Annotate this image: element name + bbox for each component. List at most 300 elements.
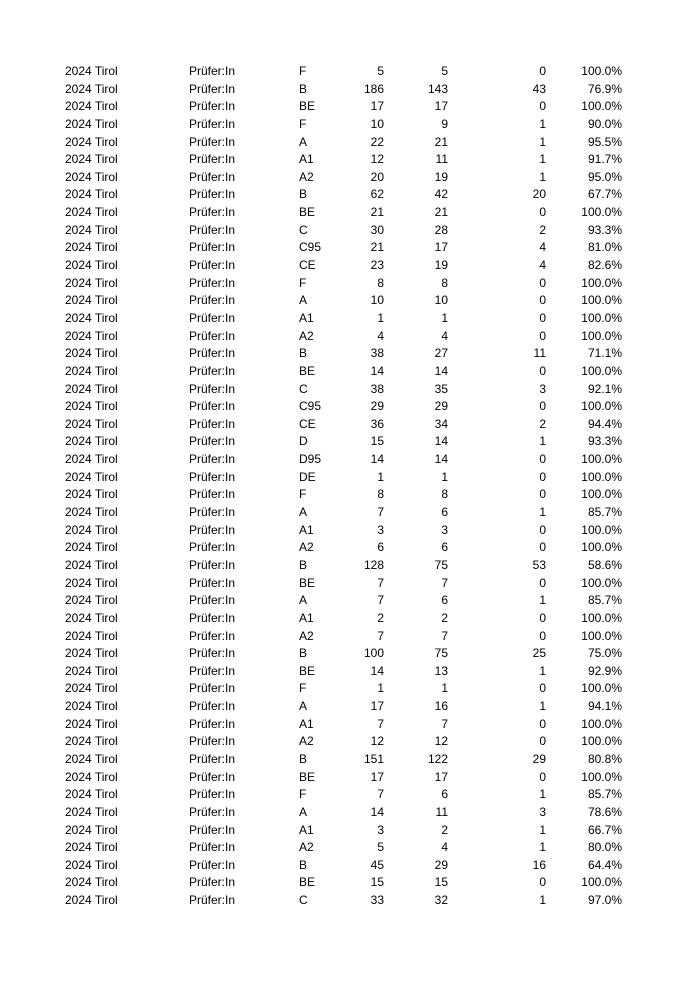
cell-pass-rate: 100.0% [581, 64, 622, 78]
cell-total: 36 [370, 416, 384, 431]
cell-licence-class: C95 [299, 240, 322, 255]
cell-region-year: 2024 Tirol [65, 575, 118, 590]
cell-region-year: 2024 Tirol [65, 275, 118, 290]
cell-role: Prüfer:In [189, 310, 236, 325]
cell-region-year: 2024 Tirol [65, 328, 118, 343]
cell-failed: 2 [539, 222, 546, 237]
cell-total: 30 [370, 222, 384, 237]
cell-role: Prüfer:In [189, 346, 236, 361]
table-row [0, 186, 700, 204]
cell-passed: 9 [441, 116, 448, 131]
cell-passed: 27 [434, 346, 448, 361]
cell-total: 12 [370, 734, 384, 749]
cell-failed: 0 [539, 734, 546, 749]
cell-role: Prüfer:In [189, 399, 236, 414]
cell-pass-rate: 92.9% [587, 663, 622, 678]
table-row [0, 169, 700, 187]
cell-total: 1 [377, 681, 384, 696]
cell-role: Prüfer:In [189, 716, 236, 731]
cell-passed: 1 [441, 469, 448, 484]
cell-region-year: 2024 Tirol [65, 646, 118, 661]
cell-total: 6 [377, 540, 384, 555]
cell-total: 12 [370, 152, 384, 167]
cell-role: Prüfer:In [189, 699, 236, 714]
cell-role: Prüfer:In [189, 434, 236, 449]
cell-role: Prüfer:In [189, 734, 236, 749]
cell-failed: 1 [539, 593, 546, 608]
table-row [0, 645, 700, 663]
cell-role: Prüfer:In [189, 540, 236, 555]
cell-pass-rate: 97.0% [587, 893, 622, 908]
cell-role: Prüfer:In [189, 787, 236, 802]
cell-licence-class: DE [299, 469, 316, 484]
cell-passed: 4 [441, 840, 448, 855]
table-row [0, 822, 700, 840]
cell-total: 17 [370, 99, 384, 114]
cell-pass-rate: 81.0% [587, 240, 622, 255]
cell-licence-class: A2 [299, 734, 314, 749]
cell-failed: 11 [533, 346, 546, 361]
cell-licence-class: C95 [299, 399, 322, 414]
cell-passed: 2 [441, 822, 448, 837]
cell-passed: 7 [441, 716, 448, 731]
cell-role: Prüfer:In [189, 840, 236, 855]
cell-region-year: 2024 Tirol [65, 187, 118, 202]
cell-licence-class: F [299, 487, 307, 502]
cell-total: 8 [377, 275, 384, 290]
table-row [0, 786, 700, 804]
cell-region-year: 2024 Tirol [65, 99, 118, 114]
cell-pass-rate: 100.0% [581, 487, 622, 502]
cell-passed: 6 [441, 593, 448, 608]
table-row [0, 592, 700, 610]
cell-passed: 1 [441, 681, 448, 696]
cell-passed: 35 [434, 381, 448, 396]
table-row [0, 398, 700, 416]
cell-passed: 17 [434, 769, 448, 784]
table-row [0, 257, 700, 275]
cell-role: Prüfer:In [189, 557, 236, 572]
cell-region-year: 2024 Tirol [65, 346, 118, 361]
cell-licence-class: A1 [299, 716, 314, 731]
cell-role: Prüfer:In [189, 99, 236, 114]
cell-region-year: 2024 Tirol [65, 628, 118, 643]
cell-role: Prüfer:In [189, 134, 236, 149]
table-row [0, 204, 700, 222]
cell-failed: 0 [539, 310, 546, 325]
cell-total: 14 [370, 363, 384, 378]
cell-failed: 29 [532, 751, 546, 766]
cell-total: 100 [363, 646, 384, 661]
cell-region-year: 2024 Tirol [65, 699, 118, 714]
cell-failed: 0 [539, 769, 546, 784]
cell-total: 1 [377, 310, 384, 325]
cell-role: Prüfer:In [189, 416, 236, 431]
cell-pass-rate: 100.0% [581, 769, 622, 784]
cell-role: Prüfer:In [189, 487, 236, 502]
cell-pass-rate: 100.0% [581, 452, 622, 467]
cell-licence-class: A [299, 593, 308, 608]
cell-licence-class: A1 [299, 522, 314, 537]
cell-total: 2 [377, 610, 384, 625]
table-row [0, 575, 700, 593]
cell-region-year: 2024 Tirol [65, 893, 118, 908]
cell-region-year: 2024 Tirol [65, 663, 118, 678]
cell-total: 14 [370, 663, 384, 678]
cell-pass-rate: 100.0% [581, 681, 622, 696]
cell-passed: 1 [441, 310, 448, 325]
cell-passed: 14 [434, 363, 448, 378]
cell-licence-class: A1 [299, 610, 314, 625]
cell-total: 15 [370, 434, 384, 449]
cell-total: 10 [370, 293, 384, 308]
cell-failed: 0 [539, 328, 546, 343]
cell-passed: 11 [435, 152, 448, 167]
cell-region-year: 2024 Tirol [65, 169, 118, 184]
table-row [0, 134, 700, 152]
cell-region-year: 2024 Tirol [65, 681, 118, 696]
cell-pass-rate: 67.7% [587, 187, 622, 202]
cell-licence-class: C [299, 381, 308, 396]
cell-total: 20 [370, 169, 384, 184]
cell-total: 7 [377, 575, 384, 590]
cell-total: 21 [370, 240, 384, 255]
table-row [0, 363, 700, 381]
table-row [0, 539, 700, 557]
cell-region-year: 2024 Tirol [65, 240, 118, 255]
cell-pass-rate: 78.6% [587, 804, 622, 819]
cell-pass-rate: 71.1% [587, 346, 622, 361]
cell-passed: 11 [435, 804, 448, 819]
cell-role: Prüfer:In [189, 258, 236, 273]
cell-region-year: 2024 Tirol [65, 822, 118, 837]
cell-licence-class: CE [299, 258, 316, 273]
cell-passed: 122 [427, 751, 448, 766]
cell-failed: 16 [532, 857, 546, 872]
cell-pass-rate: 82.6% [587, 258, 622, 273]
cell-total: 62 [370, 187, 384, 202]
cell-role: Prüfer:In [189, 751, 236, 766]
table-row [0, 680, 700, 698]
cell-passed: 12 [434, 734, 448, 749]
cell-region-year: 2024 Tirol [65, 205, 118, 220]
cell-failed: 0 [539, 540, 546, 555]
cell-total: 7 [377, 593, 384, 608]
cell-passed: 21 [434, 134, 448, 149]
cell-region-year: 2024 Tirol [65, 434, 118, 449]
cell-licence-class: A1 [299, 822, 314, 837]
cell-region-year: 2024 Tirol [65, 116, 118, 131]
cell-failed: 20 [532, 187, 546, 202]
cell-failed: 0 [539, 99, 546, 114]
cell-role: Prüfer:In [189, 893, 236, 908]
cell-passed: 7 [441, 575, 448, 590]
cell-failed: 0 [539, 610, 546, 625]
table-row [0, 98, 700, 116]
cell-pass-rate: 100.0% [581, 540, 622, 555]
cell-role: Prüfer:In [189, 610, 236, 625]
cell-passed: 8 [441, 275, 448, 290]
cell-failed: 0 [539, 681, 546, 696]
cell-role: Prüfer:In [189, 469, 236, 484]
cell-region-year: 2024 Tirol [65, 64, 118, 78]
cell-failed: 1 [539, 787, 546, 802]
cell-role: Prüfer:In [189, 363, 236, 378]
cell-licence-class: BE [299, 875, 316, 890]
cell-role: Prüfer:In [189, 116, 236, 131]
table-row [0, 504, 700, 522]
cell-passed: 17 [434, 99, 448, 114]
cell-pass-rate: 100.0% [581, 522, 622, 537]
cell-licence-class: B [299, 81, 308, 96]
cell-licence-class: D95 [299, 452, 322, 467]
cell-failed: 0 [539, 275, 546, 290]
cell-role: Prüfer:In [189, 663, 236, 678]
cell-licence-class: A2 [299, 169, 314, 184]
cell-pass-rate: 100.0% [581, 628, 622, 643]
cell-region-year: 2024 Tirol [65, 875, 118, 890]
cell-failed: 0 [539, 628, 546, 643]
cell-licence-class: A [299, 804, 308, 819]
table-row [0, 345, 700, 363]
cell-passed: 6 [441, 505, 448, 520]
table-row [0, 557, 700, 575]
cell-role: Prüfer:In [189, 505, 236, 520]
cell-region-year: 2024 Tirol [65, 769, 118, 784]
cell-licence-class: F [299, 116, 307, 131]
cell-passed: 14 [434, 452, 448, 467]
cell-licence-class: F [299, 787, 307, 802]
cell-total: 7 [377, 716, 384, 731]
cell-failed: 0 [539, 64, 546, 78]
table-row [0, 716, 700, 734]
cell-passed: 15 [434, 875, 448, 890]
table-row [0, 275, 700, 293]
cell-region-year: 2024 Tirol [65, 310, 118, 325]
cell-region-year: 2024 Tirol [65, 293, 118, 308]
cell-failed: 0 [539, 716, 546, 731]
cell-total: 8 [377, 487, 384, 502]
cell-failed: 0 [539, 469, 546, 484]
cell-licence-class: B [299, 346, 308, 361]
table-row [0, 381, 700, 399]
cell-licence-class: CE [299, 416, 316, 431]
cell-licence-class: BE [299, 769, 316, 784]
cell-role: Prüfer:In [189, 681, 236, 696]
cell-region-year: 2024 Tirol [65, 258, 118, 273]
cell-failed: 1 [539, 116, 546, 131]
cell-total: 29 [370, 399, 384, 414]
cell-pass-rate: 76.9% [587, 81, 622, 96]
cell-pass-rate: 100.0% [581, 310, 622, 325]
cell-total: 3 [377, 822, 384, 837]
cell-region-year: 2024 Tirol [65, 716, 118, 731]
cell-total: 10 [370, 116, 384, 131]
cell-failed: 1 [539, 169, 546, 184]
cell-region-year: 2024 Tirol [65, 557, 118, 572]
cell-total: 151 [363, 751, 384, 766]
cell-failed: 1 [539, 822, 546, 837]
cell-failed: 4 [539, 258, 546, 273]
cell-pass-rate: 66.7% [587, 822, 622, 837]
cell-role: Prüfer:In [189, 804, 236, 819]
cell-licence-class: B [299, 187, 308, 202]
cell-failed: 3 [539, 804, 546, 819]
cell-total: 14 [370, 452, 384, 467]
cell-passed: 10 [434, 293, 448, 308]
cell-passed: 13 [434, 663, 448, 678]
cell-passed: 29 [434, 399, 448, 414]
cell-passed: 5 [441, 64, 448, 78]
table-row [0, 874, 700, 892]
cell-region-year: 2024 Tirol [65, 363, 118, 378]
cell-licence-class: A2 [299, 840, 314, 855]
cell-pass-rate: 58.6% [587, 557, 622, 572]
cell-total: 23 [370, 258, 384, 273]
cell-failed: 1 [539, 134, 546, 149]
cell-pass-rate: 92.1% [587, 381, 622, 396]
cell-pass-rate: 80.0% [587, 840, 622, 855]
cell-passed: 75 [434, 646, 448, 661]
cell-failed: 1 [539, 840, 546, 855]
cell-role: Prüfer:In [189, 169, 236, 184]
cell-failed: 0 [539, 205, 546, 220]
cell-licence-class: C [299, 893, 308, 908]
cell-role: Prüfer:In [189, 205, 236, 220]
cell-region-year: 2024 Tirol [65, 487, 118, 502]
cell-role: Prüfer:In [189, 628, 236, 643]
cell-role: Prüfer:In [189, 822, 236, 837]
cell-total: 17 [370, 699, 384, 714]
cell-region-year: 2024 Tirol [65, 399, 118, 414]
cell-total: 5 [377, 64, 384, 78]
cell-role: Prüfer:In [189, 857, 236, 872]
cell-licence-class: A [299, 293, 308, 308]
table-row [0, 310, 700, 328]
cell-pass-rate: 100.0% [581, 293, 622, 308]
cell-failed: 0 [539, 399, 546, 414]
cell-region-year: 2024 Tirol [65, 152, 118, 167]
table-row [0, 81, 700, 99]
cell-total: 38 [370, 346, 384, 361]
cell-pass-rate: 85.7% [587, 505, 622, 520]
cell-passed: 29 [434, 857, 448, 872]
cell-pass-rate: 100.0% [581, 875, 622, 890]
cell-role: Prüfer:In [189, 240, 236, 255]
cell-failed: 25 [532, 646, 546, 661]
cell-pass-rate: 94.4% [587, 416, 622, 431]
cell-licence-class: B [299, 857, 308, 872]
cell-region-year: 2024 Tirol [65, 134, 118, 149]
data-table [0, 63, 700, 910]
cell-region-year: 2024 Tirol [65, 610, 118, 625]
table-row [0, 239, 700, 257]
cell-role: Prüfer:In [189, 593, 236, 608]
cell-pass-rate: 93.3% [587, 434, 622, 449]
cell-total: 21 [370, 205, 384, 220]
cell-failed: 0 [539, 487, 546, 502]
table-row [0, 451, 700, 469]
cell-role: Prüfer:In [189, 522, 236, 537]
table-row [0, 769, 700, 787]
cell-pass-rate: 85.7% [587, 593, 622, 608]
cell-licence-class: D [299, 434, 308, 449]
cell-failed: 0 [539, 575, 546, 590]
cell-licence-class: A2 [299, 328, 314, 343]
cell-region-year: 2024 Tirol [65, 381, 118, 396]
cell-licence-class: A1 [299, 152, 314, 167]
cell-role: Prüfer:In [189, 187, 236, 202]
cell-licence-class: BE [299, 575, 316, 590]
table-row [0, 663, 700, 681]
cell-pass-rate: 100.0% [581, 716, 622, 731]
cell-total: 15 [370, 875, 384, 890]
cell-passed: 143 [427, 81, 448, 96]
cell-role: Prüfer:In [189, 575, 236, 590]
cell-pass-rate: 100.0% [581, 275, 622, 290]
cell-failed: 1 [539, 505, 546, 520]
cell-region-year: 2024 Tirol [65, 593, 118, 608]
cell-passed: 19 [434, 258, 448, 273]
table-row [0, 116, 700, 134]
cell-region-year: 2024 Tirol [65, 469, 118, 484]
cell-role: Prüfer:In [189, 222, 236, 237]
cell-passed: 3 [441, 522, 448, 537]
table-row [0, 892, 700, 910]
cell-total: 7 [377, 505, 384, 520]
table-row [0, 698, 700, 716]
table-row [0, 433, 700, 451]
cell-passed: 75 [434, 557, 448, 572]
cell-pass-rate: 100.0% [581, 734, 622, 749]
cell-pass-rate: 93.3% [587, 222, 622, 237]
cell-role: Prüfer:In [189, 646, 236, 661]
cell-licence-class: BE [299, 363, 316, 378]
cell-licence-class: F [299, 681, 307, 696]
cell-role: Prüfer:In [189, 769, 236, 784]
cell-region-year: 2024 Tirol [65, 81, 118, 96]
cell-pass-rate: 95.0% [587, 169, 622, 184]
cell-region-year: 2024 Tirol [65, 734, 118, 749]
cell-total: 186 [363, 81, 384, 96]
cell-pass-rate: 94.1% [587, 699, 622, 714]
cell-licence-class: BE [299, 99, 316, 114]
cell-total: 5 [377, 840, 384, 855]
table-row [0, 486, 700, 504]
cell-licence-class: B [299, 557, 308, 572]
cell-licence-class: F [299, 275, 307, 290]
cell-region-year: 2024 Tirol [65, 505, 118, 520]
cell-pass-rate: 100.0% [581, 575, 622, 590]
cell-passed: 21 [434, 205, 448, 220]
cell-total: 1 [377, 469, 384, 484]
cell-pass-rate: 100.0% [581, 328, 622, 343]
cell-role: Prüfer:In [189, 64, 236, 78]
table-row [0, 610, 700, 628]
cell-total: 38 [370, 381, 384, 396]
cell-passed: 14 [434, 434, 448, 449]
table-row [0, 522, 700, 540]
cell-licence-class: BE [299, 205, 316, 220]
cell-region-year: 2024 Tirol [65, 540, 118, 555]
table-row [0, 839, 700, 857]
cell-failed: 0 [539, 522, 546, 537]
cell-licence-class: A [299, 699, 308, 714]
cell-role: Prüfer:In [189, 381, 236, 396]
cell-licence-class: A [299, 505, 308, 520]
cell-licence-class: B [299, 646, 308, 661]
table-row [0, 63, 700, 81]
